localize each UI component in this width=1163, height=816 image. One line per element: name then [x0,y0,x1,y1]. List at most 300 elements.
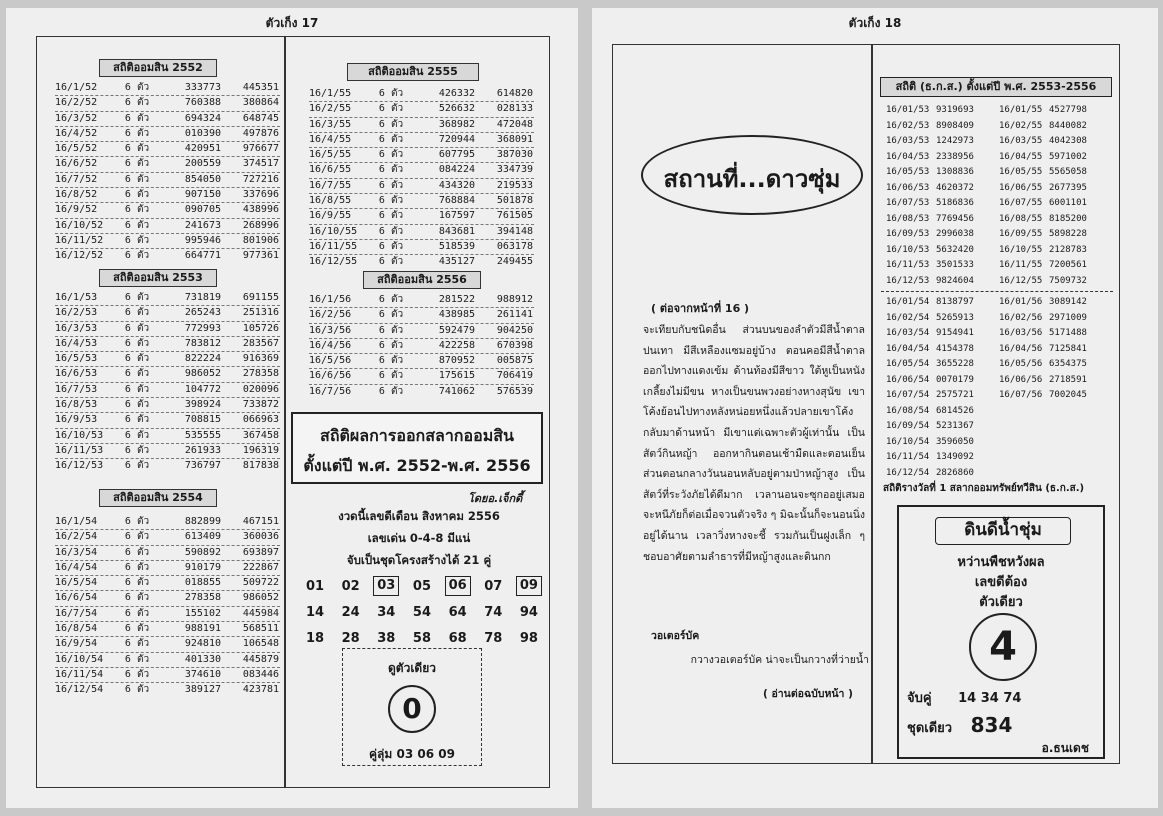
grid-number: 28 [341,631,360,646]
row-number-b: 691155 [242,292,279,303]
row-number-b: 196319 [242,444,279,456]
grid-number: 01 [305,579,325,594]
stat-date: 16/07/54 [886,390,930,400]
article-subbody: กวางวอเตอร์บัค น่าจะเป็นกวางที่ว่ายน้ำ [690,654,869,666]
table-row [55,234,280,249]
row-number-a: 664771 [184,250,221,262]
row-count: 6 ตัว [378,309,404,321]
row-date: 16/7/53 [55,383,98,395]
stat-date: 16/03/56 [999,328,1043,338]
stat-date: 16/07/53 [886,198,930,208]
row-number-b: 368091 [496,133,533,145]
stat-value: 1349092 [936,452,974,462]
row-date: 16/6/56 [309,370,352,382]
stat-date: 16/09/55 [999,229,1043,239]
row-date: 16/12/52 [55,250,104,262]
stat-value: 3089142 [1049,297,1087,307]
row-count: 6 ตัว [378,324,404,336]
stat-date: 16/12/55 [999,275,1043,286]
row-count: 6 ตัว [124,250,150,262]
grid-number: 64 [448,605,467,620]
row-number-a: 422258 [438,339,475,351]
table-row [55,459,280,474]
row-date: 16/4/55 [309,133,352,145]
stat-date: 16/03/55 [999,136,1043,146]
stat-row [999,196,1112,212]
stat-value: 5231367 [936,421,974,431]
stat-date: 16/09/54 [886,421,930,431]
stat-date: 16/01/56 [999,297,1043,307]
row-number-b: 268996 [242,219,279,231]
row-count: 6 ตัว [124,592,150,604]
row-date: 16/12/53 [55,460,104,472]
row-date: 16/2/56 [309,309,352,321]
row-count: 6 ตัว [378,195,404,207]
grid-number: 09 [516,576,542,596]
row-date: 16/1/52 [55,82,98,93]
promo-author: อ.ธนเดช [1041,741,1089,755]
row-number-a: 907150 [184,189,221,201]
row-number-b: 387030 [496,149,533,161]
row-date: 16/4/54 [55,561,98,573]
row-number-a: 333773 [184,82,221,93]
right-frame [612,44,1120,764]
row-number-b: 438996 [242,204,279,216]
stat-row [999,103,1112,119]
read-more: ( อ่านต่อฉบับหน้า ) [763,688,853,700]
row-number-a: 882899 [184,516,221,527]
table-row [309,255,534,270]
row-number-b: 278358 [242,368,279,380]
row-date: 16/1/55 [309,88,352,99]
stat-row [886,419,999,435]
row-count: 6 ตัว [378,133,404,145]
grid-number: 38 [377,631,396,646]
row-number-b: 467151 [242,516,279,527]
stat-value: 7200561 [1049,260,1087,270]
table-row [55,515,280,530]
stat-value: 6814526 [936,405,974,416]
table-row [55,142,280,157]
row-date: 16/2/52 [55,97,98,109]
stat-row [886,342,999,358]
row-count: 6 ตัว [124,668,150,680]
stat-value: 3596050 [936,436,974,447]
row-date: 16/3/54 [55,546,98,558]
row-number-a: 175615 [438,370,475,382]
row-date: 16/11/53 [55,444,104,456]
row-count: 6 ตัว [124,444,150,456]
row-count: 6 ตัว [124,234,150,246]
table-row [55,683,280,698]
row-date: 16/7/55 [309,179,352,191]
stat-row [886,165,999,181]
stat-row [999,227,1112,243]
row-number-a: 924810 [184,638,221,650]
grid-number: 34 [377,605,396,620]
column-divider [284,37,286,787]
row-count: 6 ตัว [378,355,404,367]
stat-row [886,388,999,404]
table-row [309,308,534,323]
row-number-a: 018855 [184,577,221,589]
row-count: 6 ตัว [378,88,404,99]
row-number-a: 281522 [438,294,475,305]
stat-row [886,404,999,420]
stat-row [886,134,999,150]
row-date: 16/2/53 [55,307,98,319]
grid-number: 18 [305,631,325,646]
row-number-a: 607795 [438,149,475,161]
stat-date: 16/11/53 [886,260,930,270]
row-date: 16/8/52 [55,189,98,201]
stat-value: 4042308 [1049,136,1087,146]
row-date: 16/6/53 [55,368,98,380]
row-date: 16/9/55 [309,210,352,222]
stats-group2 [886,295,1112,481]
stat-row [999,150,1112,166]
stat-value: 8138797 [936,297,974,307]
row-number-a: 731819 [184,292,221,303]
table-row [55,337,280,352]
stat-row [886,196,999,212]
row-count: 6 ตัว [378,103,404,115]
stat-row [999,274,1112,290]
row-count: 6 ตัว [124,399,150,411]
row-number-b: 497876 [242,127,279,139]
table-row [309,225,534,240]
left-page [6,8,578,808]
stat-row [999,212,1112,228]
stats-group2-left [886,295,999,481]
stat-row [999,165,1112,181]
stat-value: 7769456 [936,213,974,224]
stat-value: 9824604 [936,275,974,286]
row-number-b: 445351 [242,82,279,93]
row-number-b: 733872 [242,399,279,411]
row-number-b: 106548 [242,638,279,650]
row-date: 16/6/52 [55,158,98,170]
row-number-b: 066963 [242,414,279,426]
stats-group2-right [999,295,1112,481]
row-date: 16/5/53 [55,353,98,365]
single-digit: 0 [388,685,436,733]
row-date: 16/10/54 [55,653,104,665]
table-row [309,209,534,224]
row-number-b: 576539 [496,385,533,397]
stat-row [886,181,999,197]
table-row [55,637,280,652]
table-row [55,576,280,591]
promo-line3: ตัวเดียว [979,595,1023,610]
stat-row [999,258,1112,274]
row-date: 16/11/55 [309,240,358,252]
row-number-b: 283567 [242,337,279,349]
row-date: 16/2/55 [309,103,352,115]
row-number-b: 261141 [496,309,533,321]
row-number-b: 693897 [242,546,279,558]
stat-row [886,103,999,119]
row-date: 16/12/55 [309,256,358,268]
row-count: 6 ตัว [378,118,404,130]
row-number-a: 986052 [184,368,221,380]
row-number-a: 988191 [184,623,221,635]
grid-number: 68 [448,631,467,646]
row-date: 16/5/52 [55,143,98,155]
row-date: 16/8/55 [309,195,352,207]
stat-row [999,357,1112,373]
row-count: 6 ตัว [124,516,150,527]
row-number-b: 028133 [496,103,533,115]
stat-row [886,357,999,373]
row-number-b: 801906 [242,234,279,246]
promo-big-digit: 4 [969,613,1037,681]
row-number-a: 708815 [184,414,221,426]
row-number-a: 592479 [438,324,475,336]
row-number-b: 380864 [242,97,279,109]
grid-number: 24 [341,605,360,620]
stat-row [886,119,999,135]
stats-caption: สถิติรางวัลที่ 1 สลากออมทรัพย์ทวีสิน (ธ.ก.ส.) [883,483,1085,494]
single-digit-title: ดูตัวเดียว [388,661,436,675]
stat-value: 8185200 [1049,213,1087,224]
row-number-b: 222867 [242,561,279,573]
row-number-a: 613409 [184,531,221,543]
section-title-2555: สถิติออมสิน 2555 [347,63,479,81]
stat-value: 9319693 [936,105,974,115]
row-date: 16/9/53 [55,414,98,426]
row-date: 16/6/55 [309,164,352,176]
row-number-b: 445879 [242,653,279,665]
row-count: 6 ตัว [378,294,404,305]
stat-value: 1308836 [936,167,974,177]
row-count: 6 ตัว [124,684,150,696]
row-number-a: 843681 [438,225,475,237]
row-count: 6 ตัว [124,82,150,93]
row-count: 6 ตัว [378,339,404,351]
row-number-a: 438985 [438,309,475,321]
table-row [55,622,280,637]
row-number-b: 568511 [242,623,279,635]
stat-row [886,373,999,389]
row-number-a: 368982 [438,118,475,130]
stat-value: 3655228 [936,359,974,369]
row-date: 16/3/52 [55,112,98,124]
row-number-a: 398924 [184,399,221,411]
stat-value: 5898228 [1049,229,1087,239]
stat-date: 16/02/55 [999,120,1043,131]
stat-row [999,388,1112,404]
row-number-b: 005875 [496,355,533,367]
row-count: 6 ตัว [378,256,404,268]
stat-date: 16/02/53 [886,120,930,131]
table-row [55,291,280,306]
stat-value: 2971009 [1049,312,1087,323]
grid-number: 06 [445,576,471,596]
row-count: 6 ตัว [378,164,404,176]
row-number-b: 472048 [496,118,533,130]
row-number-a: 736797 [184,460,221,472]
page-number-right: ตัวเก็ง 18 [848,16,902,30]
row-number-b: 904250 [496,324,533,336]
row-number-a: 389127 [184,684,221,696]
row-number-b: 374517 [242,158,279,170]
stats-separator [881,291,1113,292]
row-count: 6 ตัว [124,292,150,303]
stat-row [999,119,1112,135]
stat-value: 2826860 [936,467,974,478]
right-page [592,8,1158,808]
promo-set [907,713,1012,738]
stat-value: 1242973 [936,136,974,146]
row-count: 6 ตัว [378,225,404,237]
stats-group1-right [999,103,1112,289]
row-count: 6 ตัว [124,189,150,201]
stat-date: 16/02/56 [999,312,1043,323]
single-digit-pairs: คู่ลุ่ม 03 06 09 [369,747,455,761]
stats-table-2552 [55,81,280,265]
table-row [309,240,534,255]
row-count: 6 ตัว [124,204,150,216]
table-row [55,219,280,234]
table-row [55,306,280,321]
table-row [55,398,280,413]
stat-value: 6354375 [1049,359,1087,369]
row-date: 16/7/52 [55,173,98,185]
stat-date: 16/08/54 [886,405,930,416]
article-body: จะเทียบกับชนิดอื่น ส่วนบนของลำตัวมีสีน้ำตาลปนเทา มีสีเหลืองแซมอยู่บ้าง ตอนคอมีสีน้ำตาลออกไปทางแดงเข้ม ด้านท้องมีสีขาว ใต้หูเป็นหนังเกลี้ยงไม่มีขน หางเป็นขนพวงอย่างหางสุนัข เขาโค้งย้อนไปทางหลังหน่อยหนึ่งแล้วปลายเขาโค้งกลับมาด้านหน้า มีเขาแต่เฉพาะตัวผู้เท่านั้น เป็นสัตว์กินหญ้า ออกหากินตอนเช้ามืดและตอนเย็น ส่วนตอนกลางวันนอนหลับอยู่ตามป่าหญ้าสูง เป็นสัตว์ที่ระวังภัยได้ดีมาก เวลานอนจะซุกออยู่เสมอจะหนีภัยก็ต่อเมื่อจวนตัวจริง ๆ มิฉะนั้นก็จะนอนนิ่งอยู่ได้นาน เวลาวิ่งหางจะชี้ รวมกันเป็นฝูงเล็ก ๆ ชอบอาศัยตามลำธารที่มีหญ้าสูงและดินกก [643,324,865,563]
row-number-b: 501878 [496,195,533,207]
grid-number: 78 [484,631,503,646]
stat-value: 4527798 [1049,105,1087,115]
stat-date: 16/10/54 [886,436,930,447]
row-number-a: 200559 [184,158,221,170]
row-number-b: 648745 [242,112,279,124]
row-date: 16/3/53 [55,322,98,334]
stat-row [999,134,1112,150]
row-number-a: 870952 [438,355,475,367]
row-number-a: 401330 [184,653,221,665]
row-number-a: 526632 [438,103,475,115]
row-number-a: 374610 [184,668,221,680]
row-date: 16/5/54 [55,577,98,589]
row-count: 6 ตัว [124,531,150,543]
stat-date: 16/07/56 [999,390,1043,400]
stat-date: 16/09/53 [886,229,930,239]
stat-row [886,295,999,311]
grid-number: 54 [412,605,432,620]
row-number-b: 063178 [496,240,533,252]
prediction-line3: จับเป็นชุดโครงสร้างได้ 21 คู่ [346,553,492,567]
row-date: 16/4/56 [309,339,352,351]
row-number-b: 509722 [242,577,279,589]
row-date: 16/11/54 [55,668,104,680]
table-row [309,179,534,194]
stat-date: 16/02/54 [886,312,930,323]
stat-row [999,243,1112,259]
row-number-b: 360036 [242,531,279,543]
row-count: 6 ตัว [378,149,404,161]
row-number-a: 822224 [184,353,221,365]
promo-pairs-values: 14 34 74 [958,691,1022,706]
row-number-a: 265243 [184,307,221,319]
row-number-b: 976677 [242,143,279,155]
row-count: 6 ตัว [378,210,404,222]
stat-date: 16/10/55 [999,244,1043,255]
row-number-a: 104772 [184,383,221,395]
row-count: 6 ตัว [124,143,150,155]
row-count: 6 ตัว [378,385,404,397]
row-date: 16/1/54 [55,516,98,527]
row-count: 6 ตัว [124,322,150,334]
stat-date: 16/10/53 [886,244,930,255]
continued-from: ( ต่อจากหน้าที่ 16 ) [651,302,750,315]
stat-value: 8908409 [936,120,974,131]
row-date: 16/12/54 [55,684,104,696]
row-date: 16/5/55 [309,149,352,161]
stats-table-2554 [55,515,280,699]
table-row [55,591,280,606]
row-count: 6 ตัว [124,414,150,426]
table-row [309,354,534,369]
promo-head: ดินดีน้ำชุ่ม [935,517,1071,545]
row-date: 16/4/52 [55,127,98,139]
row-count: 6 ตัว [124,112,150,124]
stat-date: 16/12/54 [886,467,930,478]
row-count: 6 ตัว [124,173,150,185]
row-number-a: 420951 [184,143,221,155]
row-count: 6 ตัว [378,179,404,191]
row-number-a: 426332 [438,88,475,99]
table-row [309,133,534,148]
table-row [55,668,280,683]
promo-set-label: ชุดเดียว [907,721,953,736]
stat-date: 16/05/56 [999,359,1043,369]
stat-value: 3501533 [936,260,974,270]
table-row [55,322,280,337]
row-number-a: 772993 [184,322,221,334]
row-number-a: 434320 [438,179,475,191]
stat-value: 7509732 [1049,275,1087,286]
stat-row [886,450,999,466]
row-date: 16/7/56 [309,385,352,397]
row-number-a: 518539 [438,240,475,252]
author-left: โดยอ.เจ็กดี้ [468,492,523,505]
stat-value: 2996038 [936,229,974,239]
promo-pairs-label: จับคู่ [907,691,932,706]
row-number-b: 706419 [496,370,533,382]
table-row [55,367,280,382]
stat-row [886,258,999,274]
row-date: 16/1/53 [55,292,98,303]
row-number-b: 249455 [496,256,533,268]
row-date: 16/10/53 [55,429,104,441]
stat-date: 16/11/55 [999,260,1043,270]
article-subheading: วอเตอร์บัค [651,630,700,642]
grid-number: 02 [341,579,360,594]
stat-value: 2338956 [936,151,974,162]
row-number-b: 817838 [242,460,279,472]
table-row [55,249,280,264]
row-count: 6 ตัว [124,607,150,619]
table-row [309,87,534,102]
row-number-a: 768884 [438,195,475,207]
row-number-b: 423781 [242,684,279,696]
stat-value: 6001101 [1049,198,1087,208]
row-number-b: 986052 [242,592,279,604]
stat-date: 16/08/55 [999,213,1043,224]
row-number-b: 083446 [242,668,279,680]
